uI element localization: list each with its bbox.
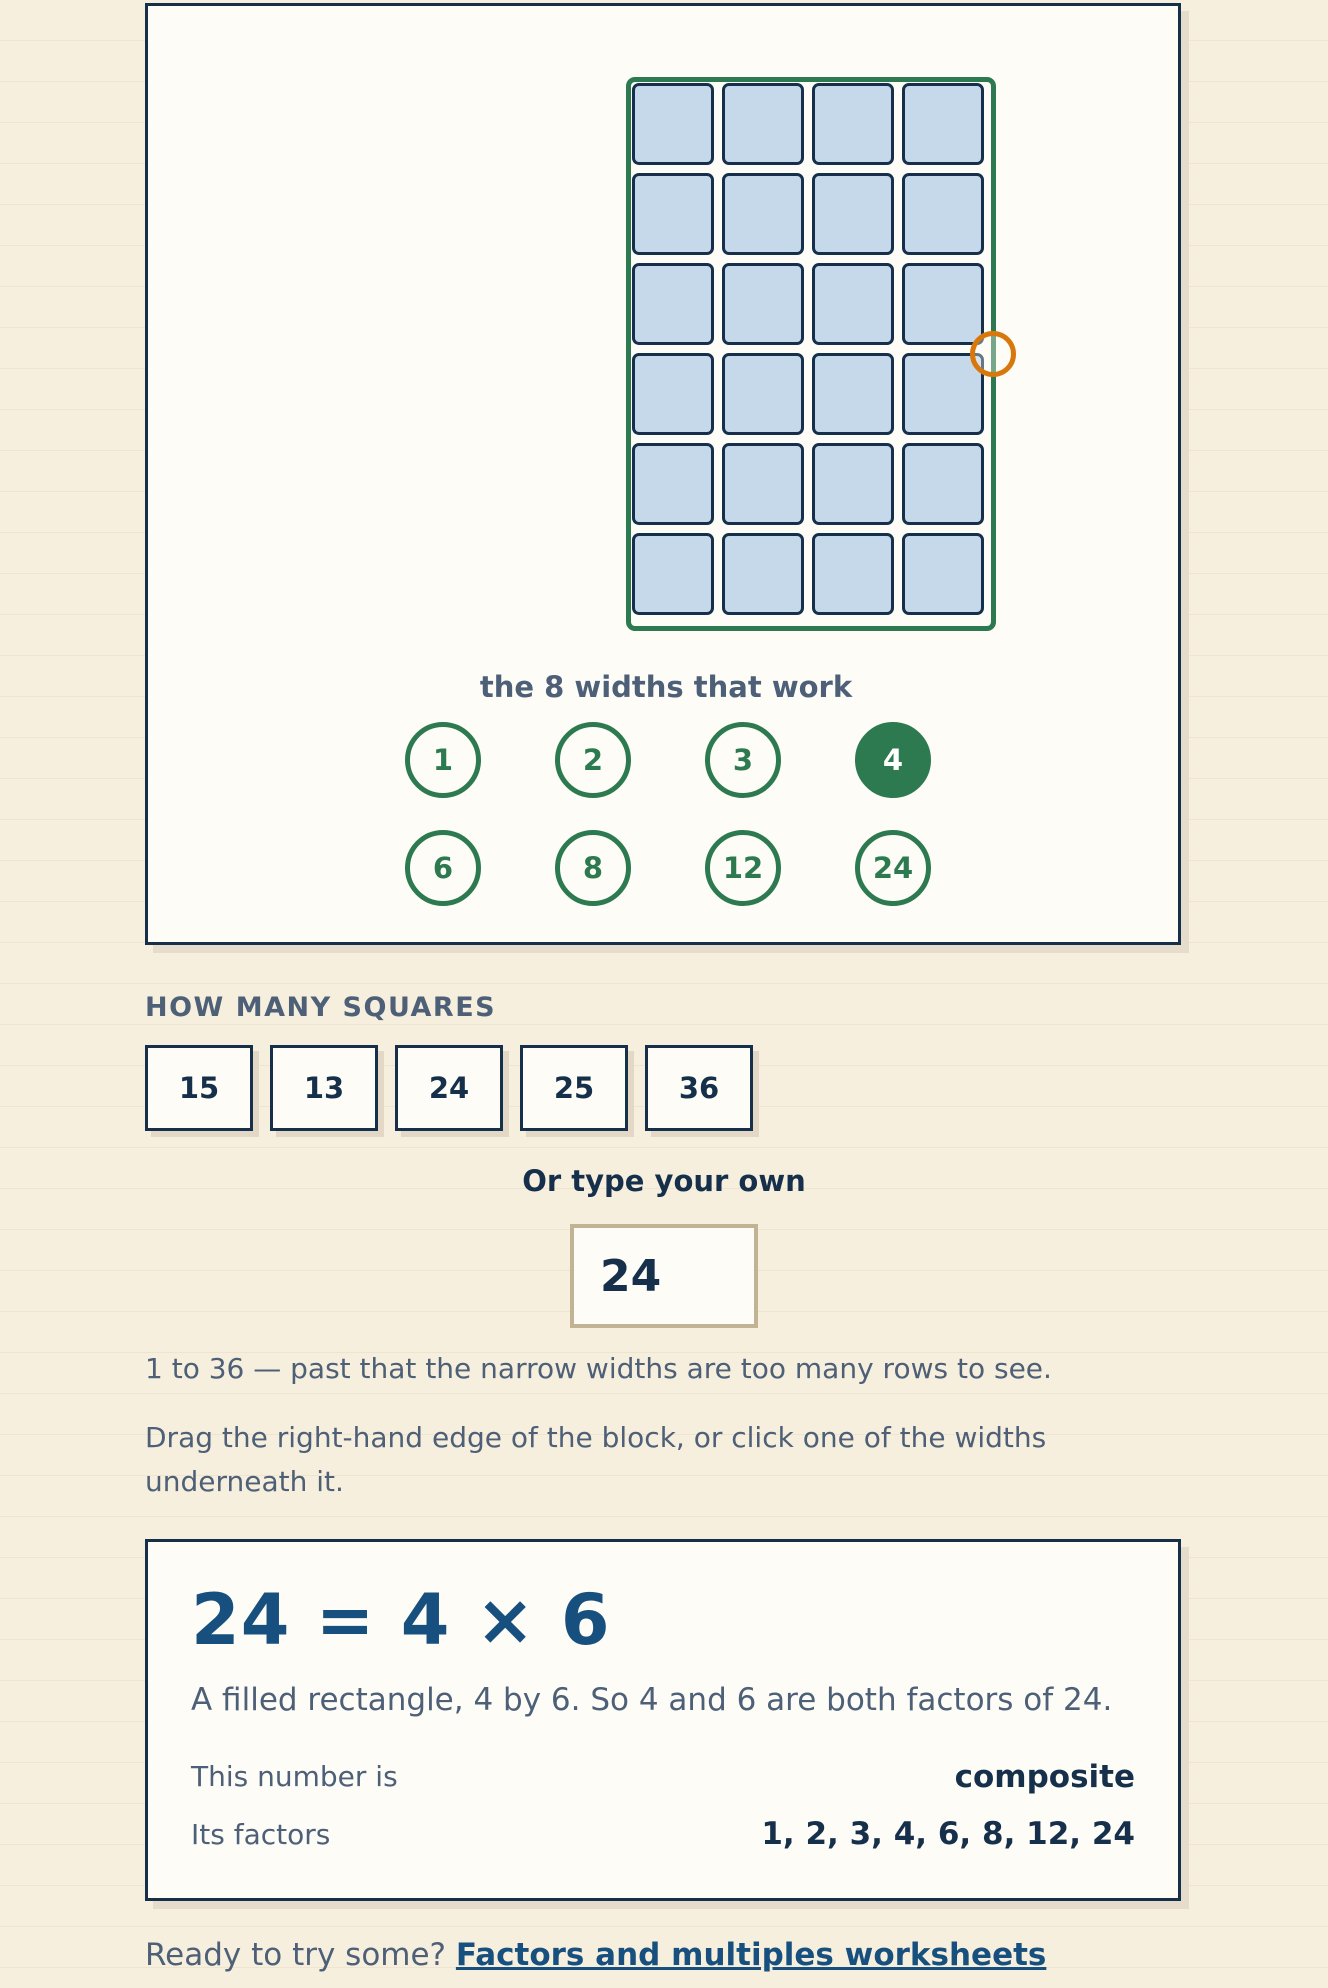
preset-button-24[interactable]: 24 <box>395 1045 503 1131</box>
factor-equation: 24 = 4 × 6 <box>191 1579 611 1661</box>
width-chip-24[interactable]: 24 <box>855 830 931 906</box>
grid-square <box>902 83 984 165</box>
how-many-squares-label: HOW MANY SQUARES <box>145 992 497 1023</box>
grid-square <box>812 173 894 255</box>
footer-prefix: Ready to try some? <box>145 1937 447 1973</box>
grid-square <box>902 443 984 525</box>
factors-value: 1, 2, 3, 4, 6, 8, 12, 24 <box>761 1816 1135 1852</box>
grid-square <box>902 353 984 435</box>
width-chip-12[interactable]: 12 <box>705 830 781 906</box>
grid-square <box>632 353 714 435</box>
width-chip-3[interactable]: 3 <box>705 722 781 798</box>
grid-square <box>902 533 984 615</box>
custom-number-label: Or type your own <box>522 1164 806 1198</box>
drag-hint: Drag the right-hand edge of the block, or click one of the widths underneath it. <box>145 1421 1047 1498</box>
grid-square <box>812 443 894 525</box>
number-type-label: This number is <box>191 1760 398 1793</box>
grid-square <box>632 533 714 615</box>
width-chip-1[interactable]: 1 <box>405 722 481 798</box>
rectangle-stage <box>145 3 1181 945</box>
worksheets-link[interactable]: Factors and multiples worksheets <box>455 1937 1047 1973</box>
grid-square <box>902 263 984 345</box>
footer-cta <box>145 1937 1046 1973</box>
preset-button-25[interactable]: 25 <box>520 1045 628 1131</box>
preset-button-36[interactable]: 36 <box>645 1045 753 1131</box>
grid-square <box>722 533 804 615</box>
result-card <box>145 1539 1181 1901</box>
result-explanation: A filled rectangle, 4 by 6. So 4 and 6 are both factors of 24. <box>191 1682 1113 1718</box>
custom-number-input[interactable] <box>570 1224 758 1328</box>
grid-square <box>902 173 984 255</box>
grid-square <box>632 173 714 255</box>
grid-square <box>812 263 894 345</box>
width-chip-8[interactable]: 8 <box>555 830 631 906</box>
width-chip-2[interactable]: 2 <box>555 722 631 798</box>
number-type-value: composite <box>954 1759 1135 1795</box>
grid-square <box>632 83 714 165</box>
range-hint: 1 to 36 — past that the narrow widths are too many rows to see. <box>145 1352 1052 1385</box>
grid-square <box>722 263 804 345</box>
grid-square <box>722 353 804 435</box>
grid-square <box>632 443 714 525</box>
factors-label: Its factors <box>191 1818 331 1851</box>
preset-button-13[interactable]: 13 <box>270 1045 378 1131</box>
grid-square <box>722 173 804 255</box>
grid-square <box>632 263 714 345</box>
grid-square <box>812 533 894 615</box>
grid-square <box>812 83 894 165</box>
widths-caption: the 8 widths that work <box>479 670 853 704</box>
grid-square <box>812 353 894 435</box>
grid-square <box>722 83 804 165</box>
grid-square <box>722 443 804 525</box>
width-chip-6[interactable]: 6 <box>405 830 481 906</box>
width-chip-4[interactable]: 4 <box>855 722 931 798</box>
preset-button-15[interactable]: 15 <box>145 1045 253 1131</box>
drag-handle-right-edge[interactable] <box>970 331 1016 377</box>
